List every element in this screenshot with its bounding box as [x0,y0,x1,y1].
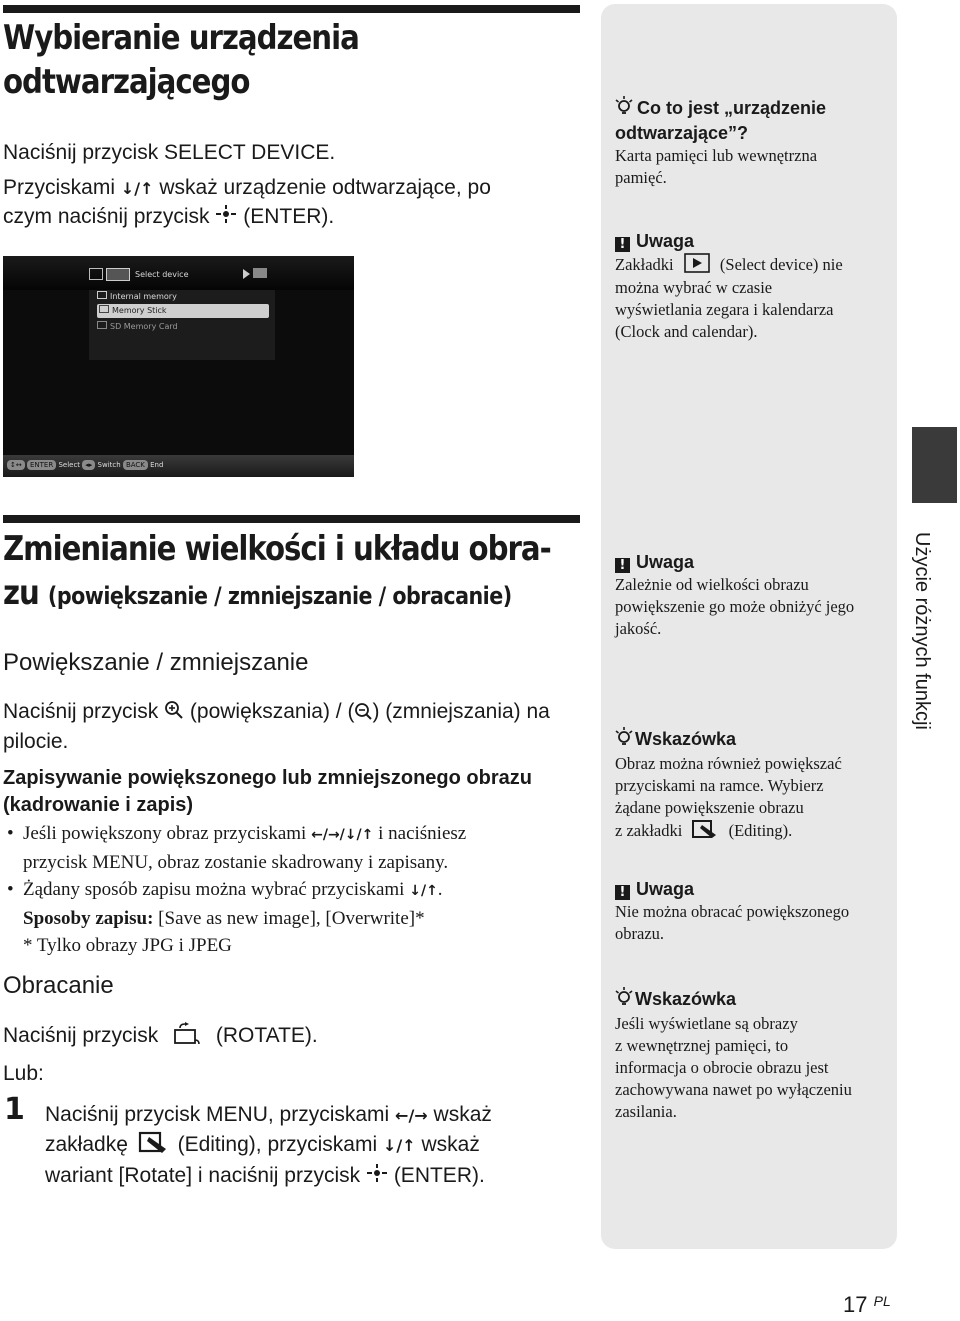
save-subtitle-line2: (kadrowanie i zapis) [3,794,194,816]
subheading-rotate: Obracanie [3,972,114,999]
tip3-title-text: Wskazówka [635,988,737,1009]
switch-keys-icon: ◂▸ [82,460,95,470]
save-bullets [3,820,583,959]
tip2-title-text: Wskazówka [635,728,737,749]
back-pill: BACK [123,460,148,470]
lightbulb-icon [615,987,633,1013]
note1-body-b: (Select device) nie [719,255,843,274]
bullet-item-1 [3,820,583,876]
tip1-body-line: Karta pamięci lub wewnętrzna [615,146,818,165]
enter-pill: ENTER [27,460,56,470]
warning-icon: ! [615,558,630,573]
left-right-arrows-icon: ←/→ [395,1106,428,1125]
tip3-body-line: informacja o obrocie obrazu jest [615,1058,829,1077]
note2-body-line: jakość. [615,619,662,638]
note3-body-line: Nie można obracać powiększonego [615,902,850,921]
note1-title-text: Uwaga [636,231,695,251]
step-line2-a: zakładkę [45,1133,128,1156]
step2-text-a: Przyciskami [3,176,116,199]
save-methods-value: [Save as new image], [Overwrite]* [158,908,425,929]
tip3-body-line: z wewnętrznej pamięci, to [615,1036,789,1055]
lightbulb-icon [615,96,633,122]
rotate-step-line1 [45,1101,585,1130]
tip2-body-last-a: z zakładki [615,821,683,840]
tip3-body-line: zasilania. [615,1102,677,1121]
rotate-step-line3 [45,1162,585,1190]
step-line1-b: wskaż [433,1103,492,1126]
tip1-title-line1: Co to jest „urządzenie [637,97,827,118]
note2 [615,551,885,640]
tip1-body [615,145,885,189]
zoom-text-b: (powiększania) / ( [189,700,355,723]
note3-title [615,878,885,901]
tip2-body-line: Obraz można również powiększać [615,754,842,773]
step-line3-b: (ENTER). [393,1164,485,1187]
section2-title [3,527,551,618]
zoom-text-a: Naciśnij przycisk [3,700,159,723]
enter-icon [215,203,237,231]
bullet1-text-b: i naciśniesz [378,823,467,844]
section1-step2 [3,174,563,231]
screen-option-label: Internal memory [110,292,177,301]
screen-footer-controls [7,460,163,470]
subheading-zoom: Powiększanie / zmniejszanie [3,649,309,676]
note1 [615,230,885,343]
tip1-title [615,96,885,145]
note2-body-line: powiększenie go może obniżyć jego [615,597,855,616]
bullet-dot: • [7,879,14,900]
note1-body-first-line [615,253,885,277]
step-line3-a: wariant [Rotate] i naciśnij przycisk [45,1164,361,1187]
screen-option-label: Memory Stick [112,306,167,315]
step-number: 1 [4,1092,25,1127]
section2-title-line1: Zmienianie wielkości i układu obra- [3,529,551,569]
section2-title-line2-big: zu [3,573,39,613]
note1-body-line: wyświetlania zegara i kalendarza [615,300,834,319]
end-label: End [150,461,164,469]
step-line2-b: (Editing), przyciskami [177,1133,378,1156]
down-up-arrows-icon: ↓/↑ [409,883,438,899]
rotate-step [45,1101,585,1190]
tip3 [615,987,885,1123]
step-line2-c: wskaż [421,1133,480,1156]
tip2-body-line: żądane powiększenie obrazu [615,798,804,817]
bullet-dot: • [7,823,14,844]
or-label: Lub: [3,1062,44,1085]
screen-header-label: Select device [135,270,189,279]
section2-title-line2-small: (powiększanie / zmniejszanie / obracanie) [47,582,512,610]
note1-body [615,253,885,343]
screen-option-label: SD Memory Card [110,322,178,331]
rotate-step-line2 [45,1130,585,1162]
tip2-title [615,727,885,753]
page-number [843,1292,891,1318]
switch-label: Switch [97,461,121,469]
rotate-icon [172,1022,202,1054]
bullet1-line2: przycisk MENU, obraz zostanie skadrowany i zapisany. [23,852,449,873]
chapter-side-title [905,532,945,792]
page-number-value: 17 [843,1292,868,1317]
screen-option-sd-card[interactable] [97,320,269,333]
tip2-body [615,753,885,845]
tip3-body [615,1013,885,1123]
select-label: Select [58,461,81,469]
note2-title-text: Uwaga [636,552,695,572]
device-screen-screenshot [3,256,354,477]
tip2-body-line: przyciskami na ramce. Wybierz [615,776,824,795]
zoom-instruction [3,698,583,756]
save-subtitle [3,765,532,819]
chapter-side-title-text: Użycie różnych funkcji [911,532,933,730]
zoom-text-c: ) (zmniejszania) na [372,700,550,723]
section2-top-rule [3,515,580,523]
section2-title-line2 [3,571,551,618]
tip3-body-line: Jeśli wyświetlane są obrazy [615,1014,798,1033]
step2-text-c: czym naciśnij przycisk [3,205,210,228]
step-line1-a: Naciśnij przycisk MENU, przyciskami [45,1103,390,1126]
rotate-instruction [3,1022,318,1054]
bullet1-text-a: Jeśli powiększony obraz przyciskami [23,823,307,844]
tip2-body-last-line [615,819,885,845]
save-methods-label: Sposoby zapisu: [23,908,154,929]
note3 [615,878,885,945]
step2-text-b: wskaż urządzenie odtwarzające, po [159,176,491,199]
down-up-arrows-icon: ↓/↑ [120,179,154,198]
play-tab-icon [106,268,130,281]
save-footnote: * Tylko obrazy JPG i JPEG [23,935,232,956]
note1-body-line: można wybrać w czasie [615,278,773,297]
tip1 [615,96,885,189]
screen-option-memory-stick[interactable] [97,304,269,318]
bullet-item-2: • Żądany sposób zapisu można wybrać przyciskami ↓/↑. [3,876,583,905]
note3-body [615,901,885,945]
bullet2-text-a: Żądany sposób zapisu można wybrać przyciskami [23,879,405,900]
step2-text-d: (ENTER). [243,205,335,228]
lightbulb-icon [615,727,633,753]
section1-top-rule [3,5,580,13]
screen-option-internal-memory[interactable] [97,290,269,303]
zoom-text-d: pilocie. [3,730,69,753]
note3-title-text: Uwaga [636,879,695,899]
note2-title [615,551,885,574]
note1-title [615,230,885,253]
zoom-in-icon [164,700,184,728]
save-subtitle-line1: Zapisywanie powiększonego lub zmniejszonego obrazu [3,767,532,789]
editing-tab-icon [692,819,718,845]
direction-arrows-icon: ←/→/↓/↑ [311,827,374,843]
note1-body-a: Zakładki [615,255,674,274]
tip2-body-last-b: (Editing). [728,821,793,840]
page-lang: PL [873,1293,891,1309]
screen-tab-icon-left [89,268,103,280]
down-up-arrows-icon: ↓/↑ [382,1136,416,1155]
play-tab-icon [684,253,710,279]
note1-body-line: (Clock and calendar). [615,322,758,341]
warning-icon: ! [615,237,630,252]
section1-step1: Naciśnij przycisk SELECT DEVICE. [3,141,336,164]
save-methods [3,905,583,932]
tip2 [615,727,885,845]
tip3-title [615,987,885,1013]
chapter-tab-marker [912,427,957,503]
zoom-out-icon [354,700,372,728]
tip3-body-line: zachowywana nawet po wyłączeniu [615,1080,852,1099]
tip1-title-line2: odtwarzające”? [615,123,749,143]
nav-keys-icon: ↕↔ [7,460,25,470]
editing-tab-icon [138,1130,168,1162]
section1-title-line1: Wybieranie urządzenia [3,18,359,58]
rotate-text-b: (ROTATE). [215,1024,318,1047]
warning-icon: ! [615,885,630,900]
enter-icon [366,1162,388,1190]
rotate-text-a: Naciśnij przycisk [3,1024,159,1047]
screen-tab-icon-right [253,268,267,278]
note2-body-line: Zależnie od wielkości obrazu [615,575,809,594]
section1-title [3,16,359,104]
tip1-body-line: pamięć. [615,168,667,187]
note3-body-line: obrazu. [615,924,665,943]
section1-title-line2: odtwarzającego [3,62,250,102]
screen-header-arrow-icon [243,269,250,279]
note2-body [615,574,885,640]
